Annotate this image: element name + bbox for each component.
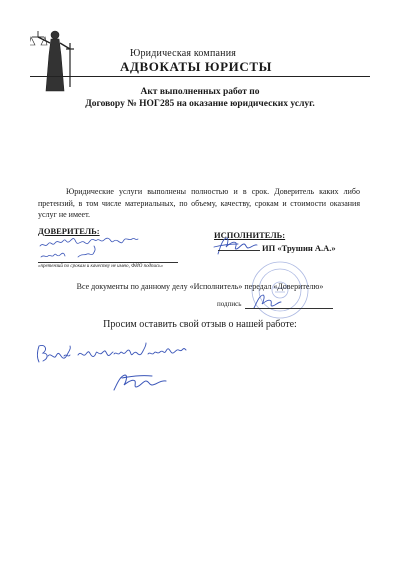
principal-label: ДОВЕРИТЕЛЬ: [38, 226, 100, 236]
document-title-line-1: Акт выполненных работ по [140, 87, 260, 97]
executor-label: ИСПОЛНИТЕЛЬ: [214, 230, 286, 240]
handover-signature-line [245, 308, 333, 309]
principal-signature-line [38, 262, 178, 263]
signature-label: подпись [217, 300, 242, 308]
reviewer-signature [108, 368, 188, 394]
principal-handwritten-note [38, 238, 183, 262]
principal-signature-caption: «претензий по срокам и качеству не имею, ФИО подпись» [38, 264, 164, 269]
header-divider [30, 76, 370, 77]
executor-signature [212, 232, 260, 258]
document-title-line-2: Договору № НОГ285 на оказание юридических услуг. [85, 99, 315, 109]
documents-handover-text: Все документы по данному делу «Исполнитель» передал «Доверителю» [76, 282, 324, 291]
company-subtitle: Юридическая компания [130, 48, 237, 59]
executor-name: ИП «Трушин А.А.» [262, 243, 336, 253]
themis-scales-icon [30, 25, 78, 95]
company-name: АДВОКАТЫ ЮРИСТЫ [120, 59, 272, 74]
executor-signature-line [218, 250, 260, 251]
review-prompt: Просим оставить свой отзыв о нашей работе: [103, 319, 297, 330]
handwritten-review [36, 340, 196, 364]
act-body-paragraph: Юридические услуги выполнены полностью и в срок. Доверитель каких либо претензий, в том числе материальных, по объему, качеству, срокам и стоимости оказания услуг не имеет. [38, 187, 360, 219]
